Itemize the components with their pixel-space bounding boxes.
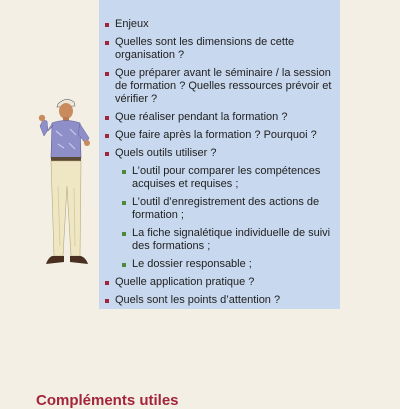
square-bullet-icon (105, 72, 109, 76)
sublist-item-label: Le dossier responsable ; (132, 258, 252, 270)
list-item-label: Que réaliser pendant la formation ? (115, 111, 288, 123)
square-bullet-icon (122, 263, 126, 267)
list-item-label: Que faire après la formation ? Pourquoi ? (115, 129, 317, 141)
list-item[interactable] (103, 36, 334, 62)
list-item-label: Enjeux (115, 18, 149, 30)
square-bullet-icon (105, 299, 109, 303)
square-bullet-icon (122, 170, 126, 174)
sublist-item[interactable] (115, 227, 334, 253)
square-bullet-icon (105, 41, 109, 45)
sublist-item[interactable] (115, 196, 334, 222)
list-item-label: Quelles sont les dimensions de cette organisation ? (115, 36, 295, 61)
list-item-label: Quelle application pratique ? (115, 276, 255, 288)
topics-list (103, 18, 334, 307)
square-bullet-icon (105, 116, 109, 120)
sublist-item-label: L’outil d’enregistrement des actions de formation ; (132, 196, 320, 221)
sublist-item-label: La fiche signalétique individuelle de suivi des formations ; (132, 227, 331, 252)
list-item[interactable] (103, 129, 334, 142)
list-item[interactable] (103, 67, 334, 106)
list-item-label: Quels sont les points d’attention ? (115, 294, 281, 306)
square-bullet-icon (105, 23, 109, 27)
standing-man-illustration (36, 96, 98, 288)
list-item[interactable] (103, 111, 334, 124)
square-bullet-icon (122, 232, 126, 236)
sublist-item[interactable] (115, 165, 334, 191)
topics-panel (99, 0, 340, 309)
list-item[interactable] (103, 294, 334, 307)
square-bullet-icon (122, 201, 126, 205)
list-item-label: Quels outils utiliser ? (115, 147, 217, 159)
list-item[interactable] (103, 147, 334, 271)
section-heading: Compléments utiles (36, 392, 179, 409)
sublist-item-label: L’outil pour comparer les compétences acquises et requises ; (132, 165, 321, 190)
square-bullet-icon (105, 281, 109, 285)
list-item[interactable] (103, 276, 334, 289)
list-item[interactable] (103, 18, 334, 31)
square-bullet-icon (105, 134, 109, 138)
sublist-item[interactable] (115, 258, 334, 271)
square-bullet-icon (105, 152, 109, 156)
list-item-label: Que préparer avant le séminaire / la session de formation ? Quelles ressources prévoir et vérifier ? (115, 67, 332, 105)
tools-sublist (115, 165, 334, 271)
